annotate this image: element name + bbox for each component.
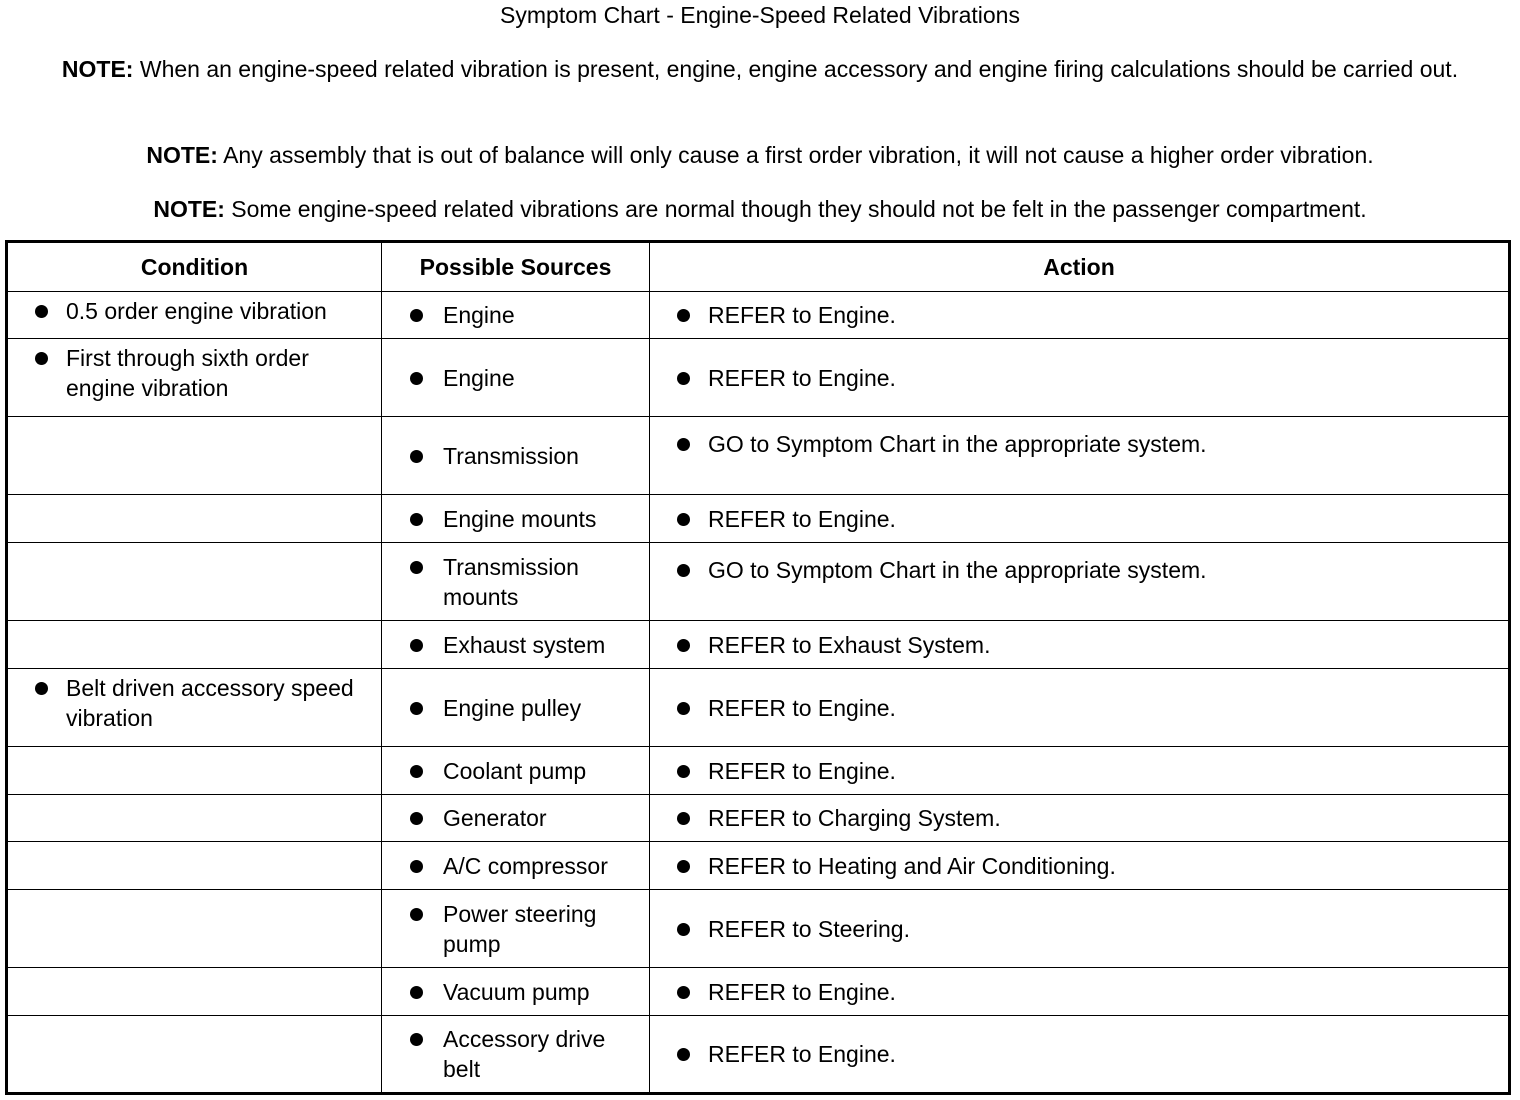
bullet-icon: [410, 860, 423, 873]
source-cell: [382, 747, 650, 795]
bullet-icon: [677, 923, 690, 936]
bullet-icon: [410, 908, 423, 921]
condition-cell: [7, 795, 382, 842]
condition-cell: [7, 747, 382, 795]
source-text: Power steering pump: [443, 900, 597, 957]
action-text: REFER to Engine.: [708, 505, 896, 532]
action-cell: [650, 621, 1510, 669]
source-cell: [382, 292, 650, 339]
bullet-icon: [410, 309, 423, 322]
source-cell: [382, 339, 650, 417]
action-cell: [650, 292, 1510, 339]
source-cell: [382, 842, 650, 890]
action-item: [650, 417, 1508, 463]
bullet-icon: [410, 639, 423, 652]
note-text: Some engine-speed related vibrations are normal though they should not be felt in the passenger compartment.: [231, 196, 1367, 222]
condition-cell: [7, 669, 382, 747]
source-cell: [382, 669, 650, 747]
condition-cell: [7, 292, 382, 339]
note-3: [18, 194, 1502, 224]
table-row: [7, 669, 1510, 747]
source-item: [382, 548, 649, 616]
table-row: [7, 1016, 1510, 1094]
action-cell: [650, 842, 1510, 890]
action-cell: [650, 747, 1510, 795]
bullet-icon: [677, 564, 690, 577]
bullet-icon: [677, 309, 690, 322]
source-text: Vacuum pump: [443, 978, 590, 1005]
note-label: NOTE:: [153, 196, 225, 222]
action-item: [650, 543, 1508, 589]
action-text: REFER to Exhaust System.: [708, 631, 991, 658]
condition-item: [8, 339, 381, 407]
action-item: [650, 1035, 1508, 1073]
source-item: [382, 799, 649, 837]
bullet-icon: [677, 639, 690, 652]
condition-text: Belt driven accessory speed vibration: [66, 675, 354, 731]
table-row: [7, 890, 1510, 968]
condition-cell: [7, 543, 382, 621]
table-row: [7, 543, 1510, 621]
source-cell: [382, 621, 650, 669]
action-text: REFER to Heating and Air Conditioning.: [708, 852, 1116, 879]
bullet-icon: [410, 702, 423, 715]
action-item: [650, 689, 1508, 727]
action-item: [650, 799, 1508, 837]
condition-cell: [7, 621, 382, 669]
column-header-possible-sources: Possible Sources: [382, 242, 650, 292]
source-text: Transmission: [443, 442, 579, 469]
table-row: [7, 747, 1510, 795]
note-1: [18, 54, 1502, 84]
table-row: [7, 842, 1510, 890]
source-cell: [382, 795, 650, 842]
action-text: REFER to Engine.: [708, 302, 896, 328]
source-text: A/C compressor: [443, 852, 608, 879]
action-cell: [650, 795, 1510, 842]
action-text: REFER to Engine.: [708, 1041, 896, 1067]
bullet-icon: [35, 305, 48, 318]
source-cell: [382, 417, 650, 495]
condition-cell: [7, 890, 382, 968]
bullet-icon: [410, 812, 423, 825]
table-row: [7, 968, 1510, 1016]
bullet-icon: [410, 450, 423, 463]
condition-item: [8, 292, 381, 330]
source-item: [382, 895, 649, 963]
action-item: [650, 359, 1508, 397]
action-item: [650, 752, 1508, 790]
source-item: [382, 689, 649, 727]
bullet-icon: [677, 372, 690, 385]
page-title: Symptom Chart - Engine-Speed Related Vibrations: [500, 2, 1020, 28]
action-item: [650, 296, 1508, 334]
action-text: REFER to Engine.: [708, 694, 896, 721]
action-item: [650, 910, 1508, 948]
action-cell: [650, 543, 1510, 621]
action-cell: [650, 890, 1510, 968]
bullet-icon: [677, 438, 690, 451]
action-text: REFER to Steering.: [708, 915, 910, 942]
bullet-icon: [35, 352, 48, 365]
condition-cell: [7, 968, 382, 1016]
table-header-row: [7, 242, 1510, 292]
source-cell: [382, 968, 650, 1016]
source-text: Engine pulley: [443, 694, 582, 721]
source-text: Coolant pump: [443, 757, 587, 784]
column-header-action: Action: [650, 242, 1510, 292]
bullet-icon: [677, 765, 690, 778]
action-cell: [650, 968, 1510, 1016]
note-label: NOTE:: [61, 56, 134, 82]
source-text: Exhaust system: [443, 631, 606, 658]
column-header-condition: Condition: [7, 242, 382, 292]
source-cell: [382, 1016, 650, 1094]
action-text: REFER to Engine.: [708, 364, 896, 391]
table-row: [7, 621, 1510, 669]
condition-cell: [7, 339, 382, 417]
source-text: Accessory drive belt: [443, 1026, 606, 1082]
table-row: [7, 292, 1510, 339]
source-text: Engine: [443, 364, 515, 391]
action-cell: [650, 495, 1510, 543]
bullet-icon: [410, 1033, 423, 1046]
note-2: [18, 140, 1502, 170]
source-text: Engine: [443, 302, 515, 328]
action-text: REFER to Engine.: [708, 757, 896, 784]
condition-text: 0.5 order engine vibration: [66, 298, 327, 324]
note-label: NOTE:: [146, 142, 218, 168]
action-cell: [650, 339, 1510, 417]
action-cell: [650, 417, 1510, 495]
condition-cell: [7, 842, 382, 890]
note-text: When an engine-speed related vibration is present, engine, engine accessory and engine firing calculations should be carried out.: [139, 56, 1459, 82]
bullet-icon: [677, 860, 690, 873]
source-item: [382, 752, 649, 790]
source-item: [382, 500, 649, 538]
bullet-icon: [35, 682, 48, 695]
source-item: [382, 437, 649, 475]
bullet-icon: [677, 986, 690, 999]
bullet-icon: [677, 513, 690, 526]
action-text: REFER to Charging System.: [708, 805, 1001, 831]
action-text: GO to Symptom Chart in the appropriate system.: [708, 557, 1207, 583]
action-cell: [650, 669, 1510, 747]
symptom-table: [5, 240, 1511, 1095]
condition-text: First through sixth order engine vibration: [66, 345, 309, 401]
source-item: [382, 296, 649, 334]
source-cell: [382, 495, 650, 543]
bullet-icon: [410, 561, 423, 574]
source-cell: [382, 890, 650, 968]
condition-cell: [7, 495, 382, 543]
source-item: [382, 1020, 649, 1088]
condition-cell: [7, 417, 382, 495]
bullet-icon: [410, 372, 423, 385]
action-text: GO to Symptom Chart in the appropriate system.: [708, 431, 1207, 457]
source-item: [382, 973, 649, 1011]
table-body: [7, 292, 1510, 1094]
condition-cell: [7, 1016, 382, 1094]
bullet-icon: [677, 702, 690, 715]
bullet-icon: [677, 1048, 690, 1061]
source-item: [382, 359, 649, 397]
source-item: [382, 626, 649, 664]
action-cell: [650, 1016, 1510, 1094]
action-text: REFER to Engine.: [708, 978, 896, 1005]
table-row: [7, 795, 1510, 842]
source-text: Engine mounts: [443, 505, 597, 532]
table-row: [7, 417, 1510, 495]
action-item: [650, 973, 1508, 1011]
source-text: Generator: [443, 805, 547, 831]
bullet-icon: [410, 513, 423, 526]
table-row: [7, 339, 1510, 417]
bullet-icon: [677, 812, 690, 825]
source-text: Transmission mounts: [443, 553, 579, 610]
table-row: [7, 495, 1510, 543]
condition-item: [8, 669, 381, 737]
action-item: [650, 626, 1508, 664]
bullet-icon: [410, 765, 423, 778]
action-item: [650, 847, 1508, 885]
note-text: Any assembly that is out of balance will only cause a first order vibration, it will not cause a higher order vibration.: [223, 142, 1374, 168]
bullet-icon: [410, 986, 423, 999]
source-item: [382, 847, 649, 885]
source-cell: [382, 543, 650, 621]
action-item: [650, 500, 1508, 538]
